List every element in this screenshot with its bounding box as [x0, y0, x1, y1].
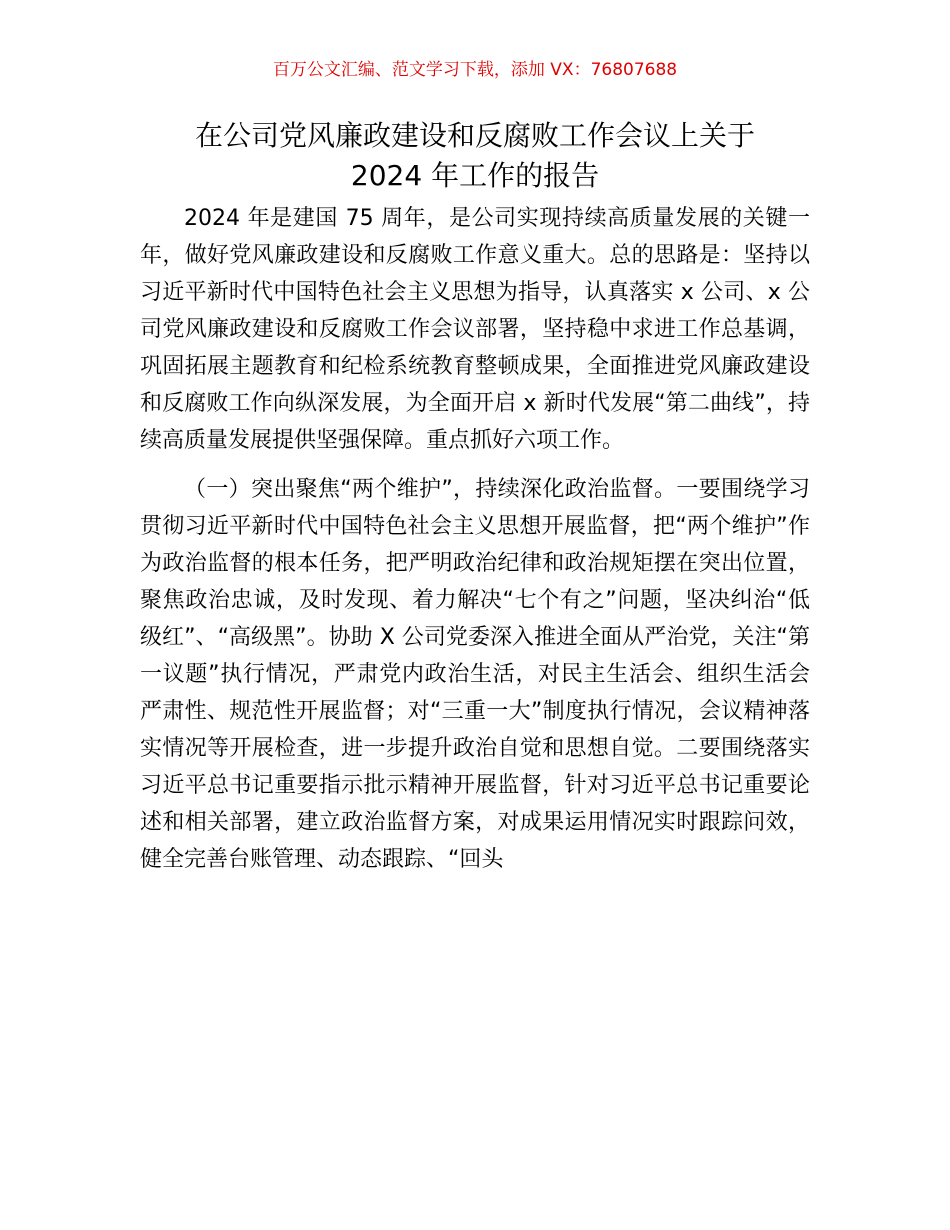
title-line-1: 在公司党风廉政建设和反腐败工作会议上关于 [194, 119, 755, 152]
paragraph-2: （一）突出聚焦“两个维护”，持续深化政治监督。一要围绕学习贯彻习近平新时代中国特色社会主义思想开展监督，把“两个维护”作为政治监督的根本任务，把严明政治纪律和政治规矩摆在突出位置，聚焦政治忠诚，及时发现、着力解决“七个有之”问题，坚决纠治“低级红”、“高级黑”。协助 X 公司党委深入推进全面从严治党，关注“第一议题”执行情况，严肃党内政治生活，对民主生活会、组织生活会严肃性、规范性开展监督；对“三重一大”制度执行情况，会议精神落实情况等开展检查，进一步提升政治自觉和思想自觉。二要围绕落实习近平总书记重要指示批示精神开展监督，针对习近平总书记重要论述和相关部署，建立政治监督方案，对成果运用情况实时跟踪问效，健全完善台账管理、动态跟踪、“回头 [140, 477, 810, 872]
header-note: 百万公文汇编、范文学习下载，添加 VX：76807688 [272, 60, 678, 80]
document-body [140, 200, 810, 890]
paragraph-1: 2024 年是建国 75 周年，是公司实现持续高质量发展的关键一年，做好党风廉政建设和反腐败工作意义重大。总的思路是：坚持以习近平新时代中国特色社会主义思想为指导，认真落实 x 公司、x 公司党风廉政建设和反腐败工作会议部署，坚持稳中求进工作总基调，巩固拓展主题教育和纪检系统教育整顿成果，全面推进党风廉政建设和反腐败工作向纵深发展，为全面开启 x 新时代发展“第二曲线”，持续高质量发展提供坚强保障。重点抓好六项工作。 [140, 206, 810, 453]
title-line-2: 2024 年工作的报告 [350, 159, 600, 192]
document-title [110, 116, 840, 196]
